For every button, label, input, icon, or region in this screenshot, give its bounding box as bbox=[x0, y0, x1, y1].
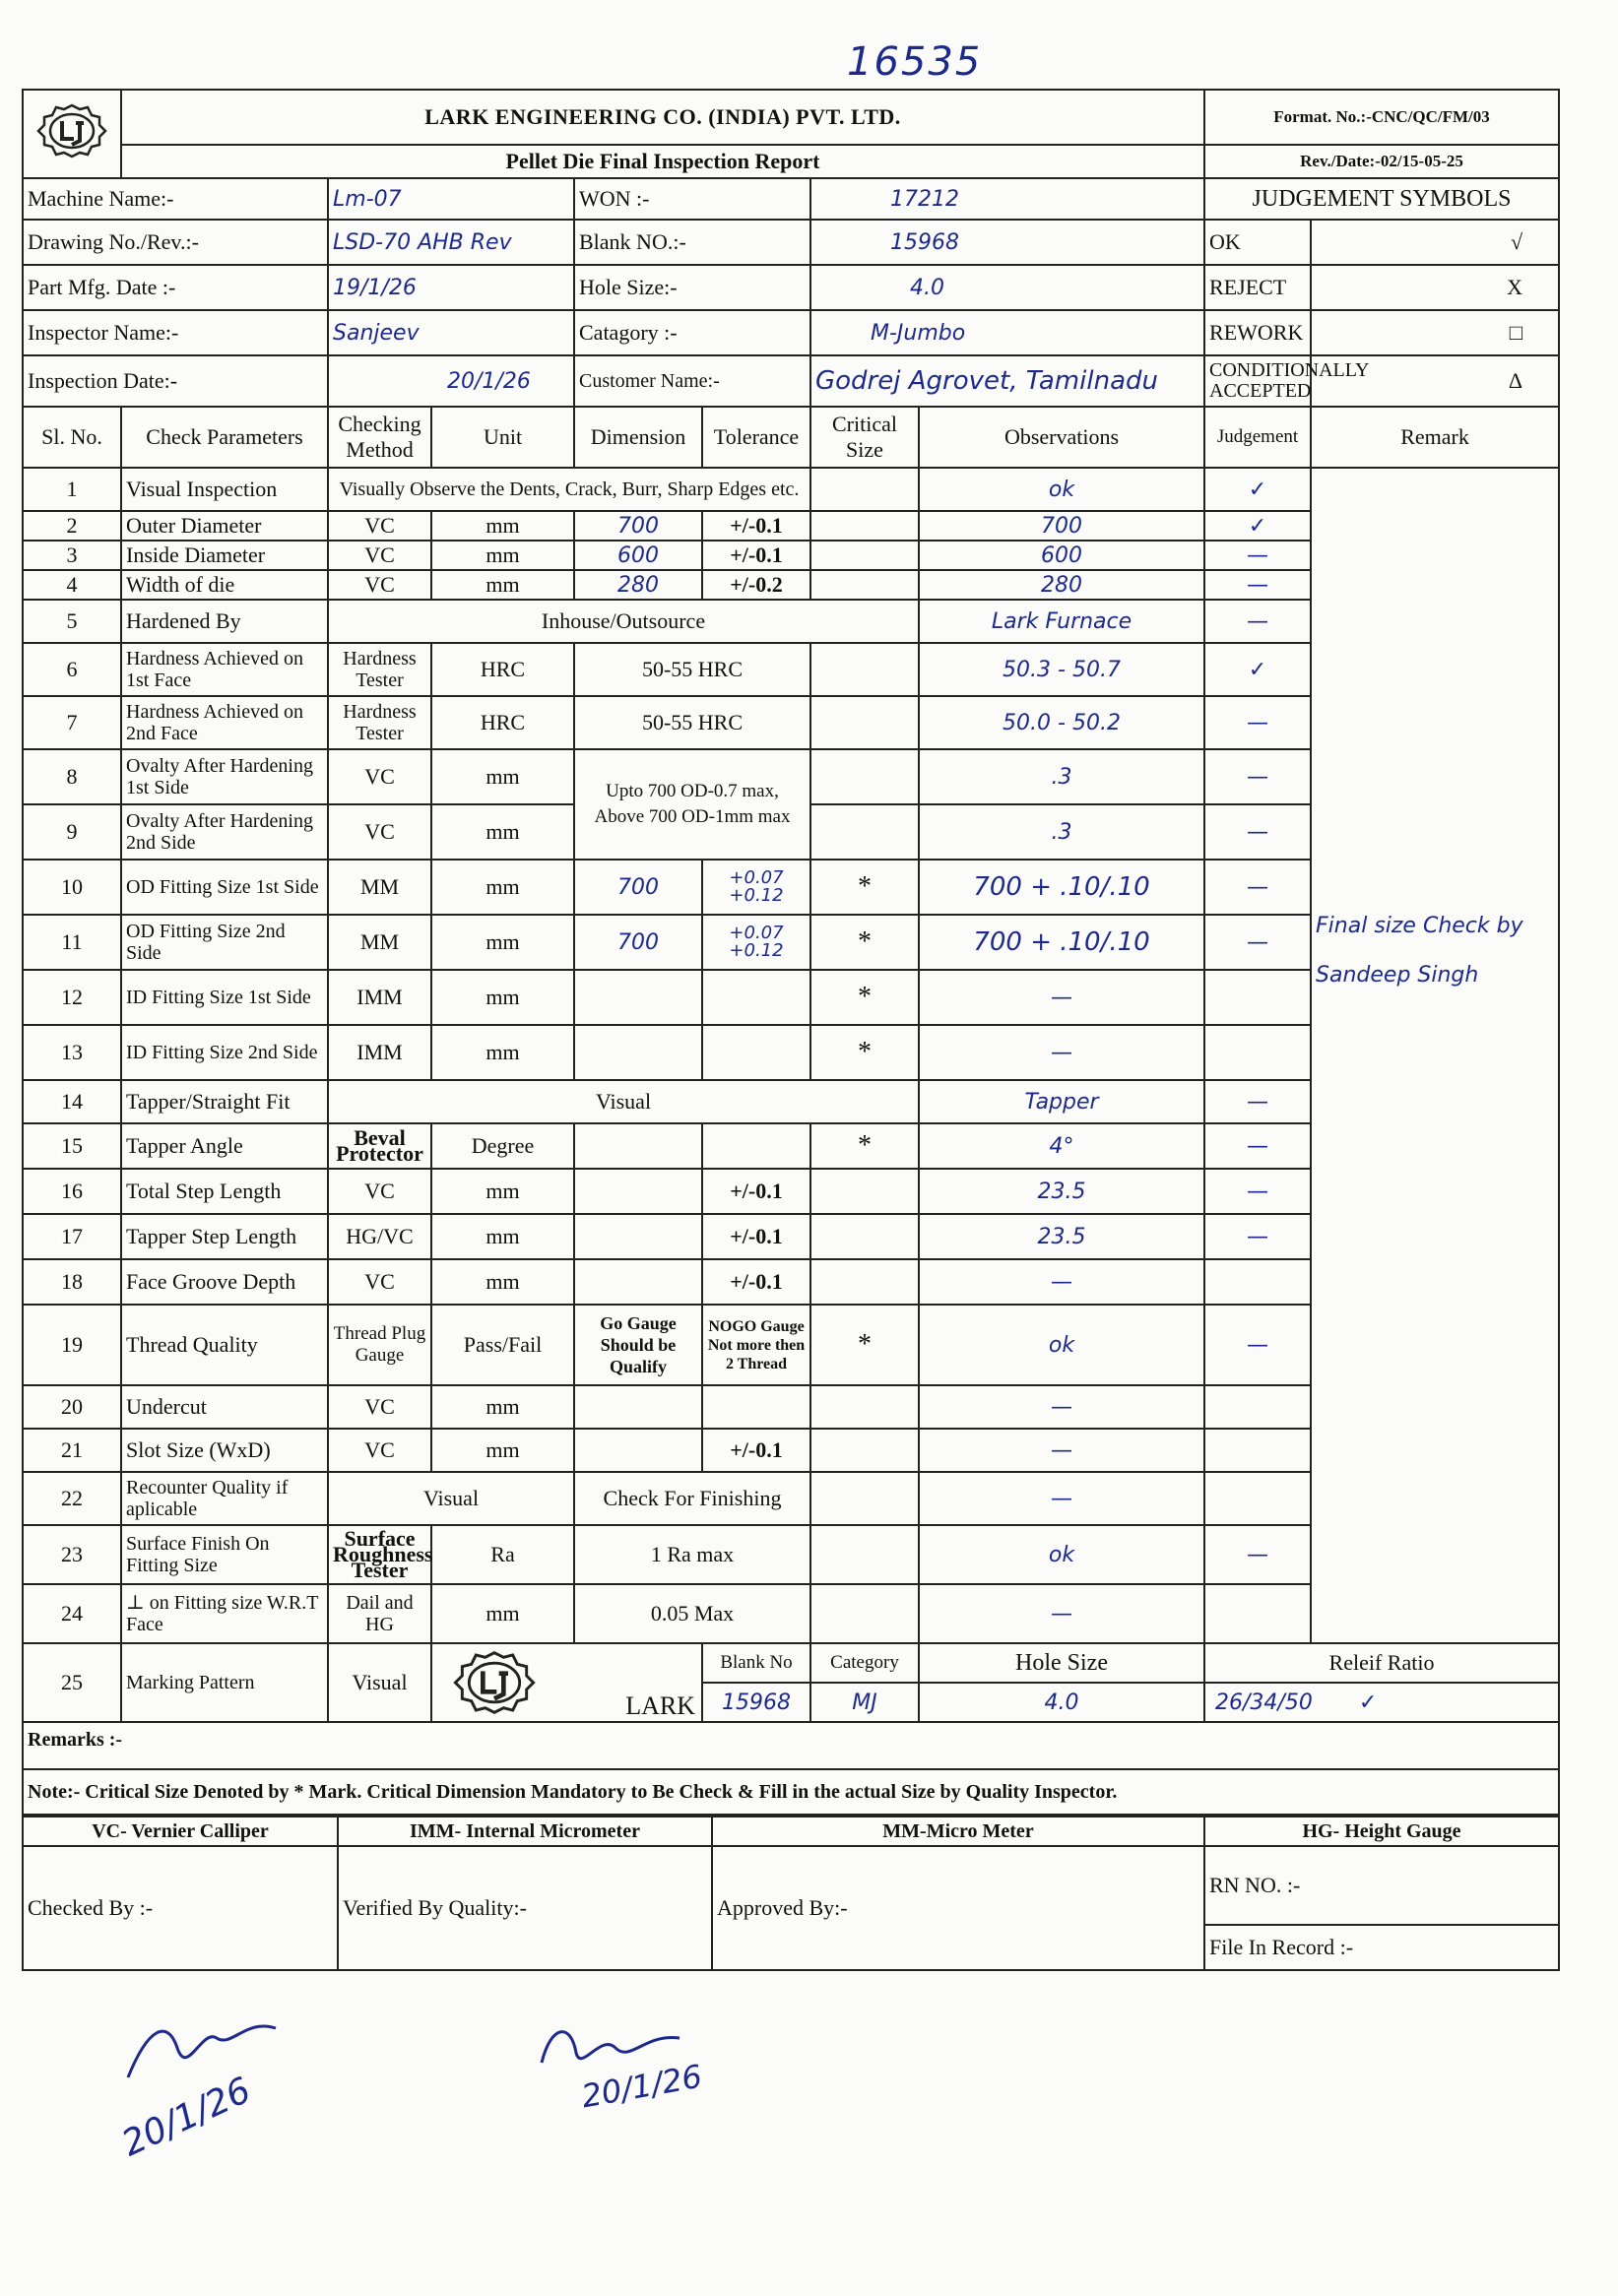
col-remark: Remark bbox=[1311, 407, 1559, 468]
row-method: MM bbox=[328, 915, 431, 970]
row-method: VC bbox=[328, 1429, 431, 1472]
row-tolerance: +/-0.1 bbox=[702, 511, 810, 541]
row-judgement: — bbox=[1204, 600, 1311, 643]
inspection-form bbox=[22, 89, 1558, 1971]
judgement-symbols-title: JUDGEMENT SYMBOLS bbox=[1204, 178, 1559, 220]
row-judgement: — bbox=[1204, 915, 1311, 970]
report-title: Pellet Die Final Inspection Report bbox=[121, 145, 1204, 178]
row-observation: 23.5 bbox=[919, 1214, 1204, 1259]
hole-size-label: Hole Size:- bbox=[574, 265, 810, 310]
row-critical: * bbox=[810, 860, 919, 915]
row-param: Hardness Achieved on 1st Face bbox=[121, 643, 328, 696]
row-observation: ok bbox=[919, 1525, 1204, 1584]
row-judgement: — bbox=[1204, 1123, 1311, 1169]
row-method: Visually Observe the Dents, Crack, Burr, Sharp Edges etc. bbox=[328, 468, 810, 511]
row-tolerance: NOGO Gauge Not more then 2 Thread bbox=[702, 1305, 810, 1385]
row-unit: Ra bbox=[431, 1525, 574, 1584]
row-observation: ok bbox=[919, 1305, 1204, 1385]
row-dimension: Check For Finishing bbox=[574, 1472, 810, 1525]
format-number: Format. No.:-CNC/QC/FM/03 bbox=[1204, 90, 1559, 145]
legend-vc: VC- Vernier Calliper bbox=[23, 1817, 338, 1846]
row-unit: mm bbox=[431, 1259, 574, 1305]
marking-category-value: MJ bbox=[810, 1683, 919, 1722]
row-judgement: ✓ bbox=[1204, 468, 1311, 511]
marking-hole-header: Hole Size bbox=[919, 1643, 1204, 1683]
row-method: MM bbox=[328, 860, 431, 915]
row-observation: — bbox=[919, 1429, 1204, 1472]
legend-mm: MM-Micro Meter bbox=[712, 1817, 1204, 1846]
row-sl: 25 bbox=[23, 1643, 121, 1722]
row-tolerance: +/-0.1 bbox=[702, 1169, 810, 1214]
document-number: 16535 bbox=[847, 39, 983, 85]
checked-by-signature-date: 20/1/26 bbox=[115, 2070, 257, 2165]
row-observation: .3 bbox=[919, 804, 1204, 860]
legend-hg: HG- Height Gauge bbox=[1204, 1817, 1559, 1846]
row-param: Inside Diameter bbox=[121, 541, 328, 570]
row-dimension: 700 bbox=[574, 860, 702, 915]
row-dimension: 1 Ra max bbox=[574, 1525, 810, 1584]
row-sl: 16 bbox=[23, 1169, 121, 1214]
marking-judgement: ✓ bbox=[1358, 1690, 1378, 1715]
col-sl-no: Sl. No. bbox=[23, 407, 121, 468]
row-method: VC bbox=[328, 1385, 431, 1429]
row-tolerance: +/-0.1 bbox=[702, 1214, 810, 1259]
row-dimension: 50-55 HRC bbox=[574, 696, 810, 749]
row-param: Ovalty After Hardening 1st Side bbox=[121, 749, 328, 804]
critical-note: Note:- Critical Size Denoted by * Mark. Critical Dimension Mandatory to Be Check & Fill in the actual Size by Quality Inspector. bbox=[23, 1769, 1559, 1815]
row-sl: 17 bbox=[23, 1214, 121, 1259]
row-unit: mm bbox=[431, 511, 574, 541]
row-param: Tapper/Straight Fit bbox=[121, 1080, 328, 1123]
row-judgement: — bbox=[1204, 541, 1311, 570]
row-sl: 20 bbox=[23, 1385, 121, 1429]
verified-by: Verified By Quality:- bbox=[338, 1846, 712, 1970]
row-method: VC bbox=[328, 1259, 431, 1305]
row-unit: mm bbox=[431, 1429, 574, 1472]
footer-table bbox=[22, 1816, 1560, 1971]
company-name: LARK ENGINEERING CO. (INDIA) PVT. LTD. bbox=[121, 90, 1204, 145]
row-tolerance: +/-0.1 bbox=[702, 541, 810, 570]
row-unit: mm bbox=[431, 749, 574, 804]
row-observation: 280 bbox=[919, 570, 1204, 600]
col-observations: Observations bbox=[919, 407, 1204, 468]
row-critical: * bbox=[810, 970, 919, 1025]
category-label: Catagory :- bbox=[574, 310, 810, 355]
marking-logo-cell bbox=[431, 1643, 702, 1722]
row-sl: 9 bbox=[23, 804, 121, 860]
row-critical: * bbox=[810, 915, 919, 970]
inspection-date-value: 20/1/26 bbox=[328, 355, 574, 407]
row-unit: mm bbox=[431, 1584, 574, 1643]
inspection-table bbox=[22, 89, 1560, 1816]
row-observation: — bbox=[919, 970, 1204, 1025]
row-sl: 12 bbox=[23, 970, 121, 1025]
row-judgement: — bbox=[1204, 749, 1311, 804]
row-judgement: — bbox=[1204, 1169, 1311, 1214]
row-observation: 50.0 - 50.2 bbox=[919, 696, 1204, 749]
row-observation: 600 bbox=[919, 541, 1204, 570]
row-param: ID Fitting Size 1st Side bbox=[121, 970, 328, 1025]
row-tolerance: +0.07 +0.12 bbox=[702, 860, 810, 915]
row-param: Tapper Angle bbox=[121, 1123, 328, 1169]
row-param: ⊥ on Fitting size W.R.T Face bbox=[121, 1584, 328, 1643]
row-judgement: ✓ bbox=[1204, 643, 1311, 696]
company-logo bbox=[23, 90, 121, 178]
row-unit: mm bbox=[431, 970, 574, 1025]
row-judgement: ✓ bbox=[1204, 511, 1311, 541]
row-method: Inhouse/Outsource bbox=[328, 600, 919, 643]
blank-no-label: Blank NO.:- bbox=[574, 220, 810, 265]
mfg-date-value: 19/1/26 bbox=[328, 265, 574, 310]
row-unit: mm bbox=[431, 1169, 574, 1214]
row-observation: Lark Furnace bbox=[919, 600, 1204, 643]
row-dimension: 600 bbox=[574, 541, 702, 570]
row-unit: mm bbox=[431, 915, 574, 970]
col-unit: Unit bbox=[431, 407, 574, 468]
row-sl: 19 bbox=[23, 1305, 121, 1385]
row-method: Thread Plug Gauge bbox=[328, 1305, 431, 1385]
inspector-name-label: Inspector Name:- bbox=[23, 310, 328, 355]
checked-by-signature bbox=[108, 2009, 305, 2091]
row-sl: 10 bbox=[23, 860, 121, 915]
row-method: IMM bbox=[328, 970, 431, 1025]
row-method: Beval Protector bbox=[328, 1123, 431, 1169]
symbol-conditional-label: CONDITIONALLY ACCEPTED bbox=[1204, 355, 1311, 407]
row-param: Marking Pattern bbox=[121, 1643, 328, 1722]
row-sl: 22 bbox=[23, 1472, 121, 1525]
verified-by-signature-date: 20/1/26 bbox=[578, 2057, 705, 2116]
row-dimension: 700 bbox=[574, 511, 702, 541]
row-unit: Degree bbox=[431, 1123, 574, 1169]
row-observation: .3 bbox=[919, 749, 1204, 804]
row-unit: mm bbox=[431, 804, 574, 860]
marking-relief-value: 26/34/50 bbox=[1215, 1690, 1313, 1715]
row-observation: ok bbox=[919, 468, 1204, 511]
row-param: Tapper Step Length bbox=[121, 1214, 328, 1259]
row-judgement: — bbox=[1204, 696, 1311, 749]
lark-label: LARK bbox=[625, 1691, 695, 1720]
remark-note: Final size Check by Sandeep Singh bbox=[1311, 468, 1559, 1643]
marking-relief-header: Releif Ratio bbox=[1204, 1643, 1559, 1683]
symbol-reject: X bbox=[1311, 265, 1559, 310]
drawing-no-label: Drawing No./Rev.:- bbox=[23, 220, 328, 265]
row-critical: * bbox=[810, 1025, 919, 1080]
row-dimension: 700 bbox=[574, 915, 702, 970]
row-sl: 18 bbox=[23, 1259, 121, 1305]
row-dimension: 50-55 HRC bbox=[574, 643, 810, 696]
row-sl: 24 bbox=[23, 1584, 121, 1643]
row-judgement: — bbox=[1204, 1305, 1311, 1385]
row-param: ID Fitting Size 2nd Side bbox=[121, 1025, 328, 1080]
row-dimension: 0.05 Max bbox=[574, 1584, 810, 1643]
row-param: Hardness Achieved on 2nd Face bbox=[121, 696, 328, 749]
row-param: Total Step Length bbox=[121, 1169, 328, 1214]
row-observation: — bbox=[919, 1472, 1204, 1525]
row-param: OD Fitting Size 2nd Side bbox=[121, 915, 328, 970]
row-method: VC bbox=[328, 541, 431, 570]
row-sl: 7 bbox=[23, 696, 121, 749]
symbol-reject-label: REJECT bbox=[1204, 265, 1311, 310]
row-method: Visual bbox=[328, 1080, 919, 1123]
drawing-no-value: LSD-70 AHB Rev bbox=[328, 220, 574, 265]
row-param: Face Groove Depth bbox=[121, 1259, 328, 1305]
row-sl: 8 bbox=[23, 749, 121, 804]
row-unit: mm bbox=[431, 860, 574, 915]
row-param: Surface Finish On Fitting Size bbox=[121, 1525, 328, 1584]
legend-imm: IMM- Internal Micrometer bbox=[338, 1817, 712, 1846]
row-sl: 14 bbox=[23, 1080, 121, 1123]
row-observation: — bbox=[919, 1025, 1204, 1080]
row-judgement: — bbox=[1204, 1525, 1311, 1584]
symbol-rework-label: REWORK bbox=[1204, 310, 1311, 355]
row-param: Hardened By bbox=[121, 600, 328, 643]
row-param: Visual Inspection bbox=[121, 468, 328, 511]
symbol-ok-label: OK bbox=[1204, 220, 1311, 265]
col-judgement: Judgement bbox=[1204, 407, 1311, 468]
marking-hole-value: 4.0 bbox=[919, 1683, 1204, 1722]
marking-blank-value: 15968 bbox=[702, 1683, 810, 1722]
rev-date: Rev./Date:-02/15-05-25 bbox=[1204, 145, 1559, 178]
row-sl: 21 bbox=[23, 1429, 121, 1472]
symbol-conditional: Δ bbox=[1311, 355, 1559, 407]
row-sl: 5 bbox=[23, 600, 121, 643]
row-method: HG/VC bbox=[328, 1214, 431, 1259]
col-critical-size: Critical Size bbox=[810, 407, 919, 468]
row-judgement: — bbox=[1204, 570, 1311, 600]
table-row bbox=[23, 1643, 1559, 1683]
category-value: M-Jumbo bbox=[810, 310, 1204, 355]
marking-relief-cell bbox=[1204, 1683, 1559, 1722]
row-method: Visual bbox=[328, 1643, 431, 1722]
row-method: Hardness Tester bbox=[328, 643, 431, 696]
approved-by: Approved By:- bbox=[712, 1846, 1204, 1970]
symbol-rework: □ bbox=[1311, 310, 1559, 355]
row-sl: 6 bbox=[23, 643, 121, 696]
row-param: Recounter Quality if aplicable bbox=[121, 1472, 328, 1525]
row-observation: 700 + .10/.10 bbox=[919, 915, 1204, 970]
row-sl: 13 bbox=[23, 1025, 121, 1080]
row-unit: Pass/Fail bbox=[431, 1305, 574, 1385]
row-sl: 15 bbox=[23, 1123, 121, 1169]
row-observation: 700 bbox=[919, 511, 1204, 541]
row-judgement: — bbox=[1204, 860, 1311, 915]
row-param: Width of die bbox=[121, 570, 328, 600]
row-unit: HRC bbox=[431, 696, 574, 749]
gear-logo-icon bbox=[32, 101, 111, 160]
row-tolerance: +/-0.2 bbox=[702, 570, 810, 600]
row-sl: 11 bbox=[23, 915, 121, 970]
col-checking-method: Checking Method bbox=[328, 407, 431, 468]
row-method: VC bbox=[328, 511, 431, 541]
row-unit: mm bbox=[431, 570, 574, 600]
row-judgement: — bbox=[1204, 804, 1311, 860]
row-sl: 4 bbox=[23, 570, 121, 600]
row-method: Dail and HG bbox=[328, 1584, 431, 1643]
row-tolerance: +/-0.1 bbox=[702, 1259, 810, 1305]
won-value: 17212 bbox=[810, 178, 1204, 220]
row-unit: mm bbox=[431, 1025, 574, 1080]
customer-name-value: Godrej Agrovet, Tamilnadu bbox=[810, 355, 1204, 407]
row-tolerance: +/-0.1 bbox=[702, 1429, 810, 1472]
row-dimension: 280 bbox=[574, 570, 702, 600]
hole-size-value: 4.0 bbox=[810, 265, 1204, 310]
marking-category-header: Category bbox=[810, 1643, 919, 1683]
row-param: Ovalty After Hardening 2nd Side bbox=[121, 804, 328, 860]
row-unit: mm bbox=[431, 1385, 574, 1429]
customer-name-label: Customer Name:- bbox=[574, 355, 810, 407]
row-dimension: Upto 700 OD-0.7 max, Above 700 OD-1mm max bbox=[574, 749, 810, 860]
row-sl: 23 bbox=[23, 1525, 121, 1584]
row-sl: 2 bbox=[23, 511, 121, 541]
remarks-label: Remarks :- bbox=[23, 1722, 1559, 1769]
row-dimension: Go Gauge Should be Qualify bbox=[574, 1305, 702, 1385]
won-label: WON :- bbox=[574, 178, 810, 220]
row-method: VC bbox=[328, 749, 431, 804]
inspector-name-value: Sanjeev bbox=[328, 310, 574, 355]
col-tolerance: Tolerance bbox=[702, 407, 810, 468]
row-observation: 700 + .10/.10 bbox=[919, 860, 1204, 915]
row-observation: — bbox=[919, 1259, 1204, 1305]
row-observation: 50.3 - 50.7 bbox=[919, 643, 1204, 696]
row-method: VC bbox=[328, 804, 431, 860]
row-tolerance: +0.07 +0.12 bbox=[702, 915, 810, 970]
col-check-parameters: Check Parameters bbox=[121, 407, 328, 468]
row-observation: Tapper bbox=[919, 1080, 1204, 1123]
checked-by: Checked By :- bbox=[23, 1846, 338, 1970]
row-method: Hardness Tester bbox=[328, 696, 431, 749]
row-judgement: — bbox=[1204, 1080, 1311, 1123]
row-param: Outer Diameter bbox=[121, 511, 328, 541]
table-row bbox=[23, 468, 1559, 511]
blank-no-value: 15968 bbox=[810, 220, 1204, 265]
symbol-ok: √ bbox=[1311, 220, 1559, 265]
row-method: IMM bbox=[328, 1025, 431, 1080]
rn-no: RN NO. :- bbox=[1204, 1846, 1559, 1925]
mfg-date-label: Part Mfg. Date :- bbox=[23, 265, 328, 310]
row-method: VC bbox=[328, 1169, 431, 1214]
row-method: VC bbox=[328, 570, 431, 600]
row-param: OD Fitting Size 1st Side bbox=[121, 860, 328, 915]
row-param: Thread Quality bbox=[121, 1305, 328, 1385]
row-observation: — bbox=[919, 1584, 1204, 1643]
row-critical: * bbox=[810, 1123, 919, 1169]
row-critical: * bbox=[810, 1305, 919, 1385]
machine-name-value: Lm-07 bbox=[328, 178, 574, 220]
row-sl: 1 bbox=[23, 468, 121, 511]
row-judgement: — bbox=[1204, 1214, 1311, 1259]
row-param: Slot Size (WxD) bbox=[121, 1429, 328, 1472]
row-unit: mm bbox=[431, 541, 574, 570]
machine-name-field: Machine Name:- bbox=[23, 178, 328, 220]
row-observation: 23.5 bbox=[919, 1169, 1204, 1214]
row-param: Undercut bbox=[121, 1385, 328, 1429]
row-observation: 4° bbox=[919, 1123, 1204, 1169]
row-method: Surface Roughness Tester bbox=[328, 1525, 431, 1584]
row-unit: HRC bbox=[431, 643, 574, 696]
col-dimension: Dimension bbox=[574, 407, 702, 468]
lark-logo-icon bbox=[440, 1648, 549, 1717]
inspection-date-label: Inspection Date:- bbox=[23, 355, 328, 407]
marking-blank-header: Blank No bbox=[702, 1643, 810, 1683]
row-method: Visual bbox=[328, 1472, 574, 1525]
row-observation: — bbox=[919, 1385, 1204, 1429]
row-unit: mm bbox=[431, 1214, 574, 1259]
file-in-record: File In Record :- bbox=[1204, 1925, 1559, 1970]
row-sl: 3 bbox=[23, 541, 121, 570]
